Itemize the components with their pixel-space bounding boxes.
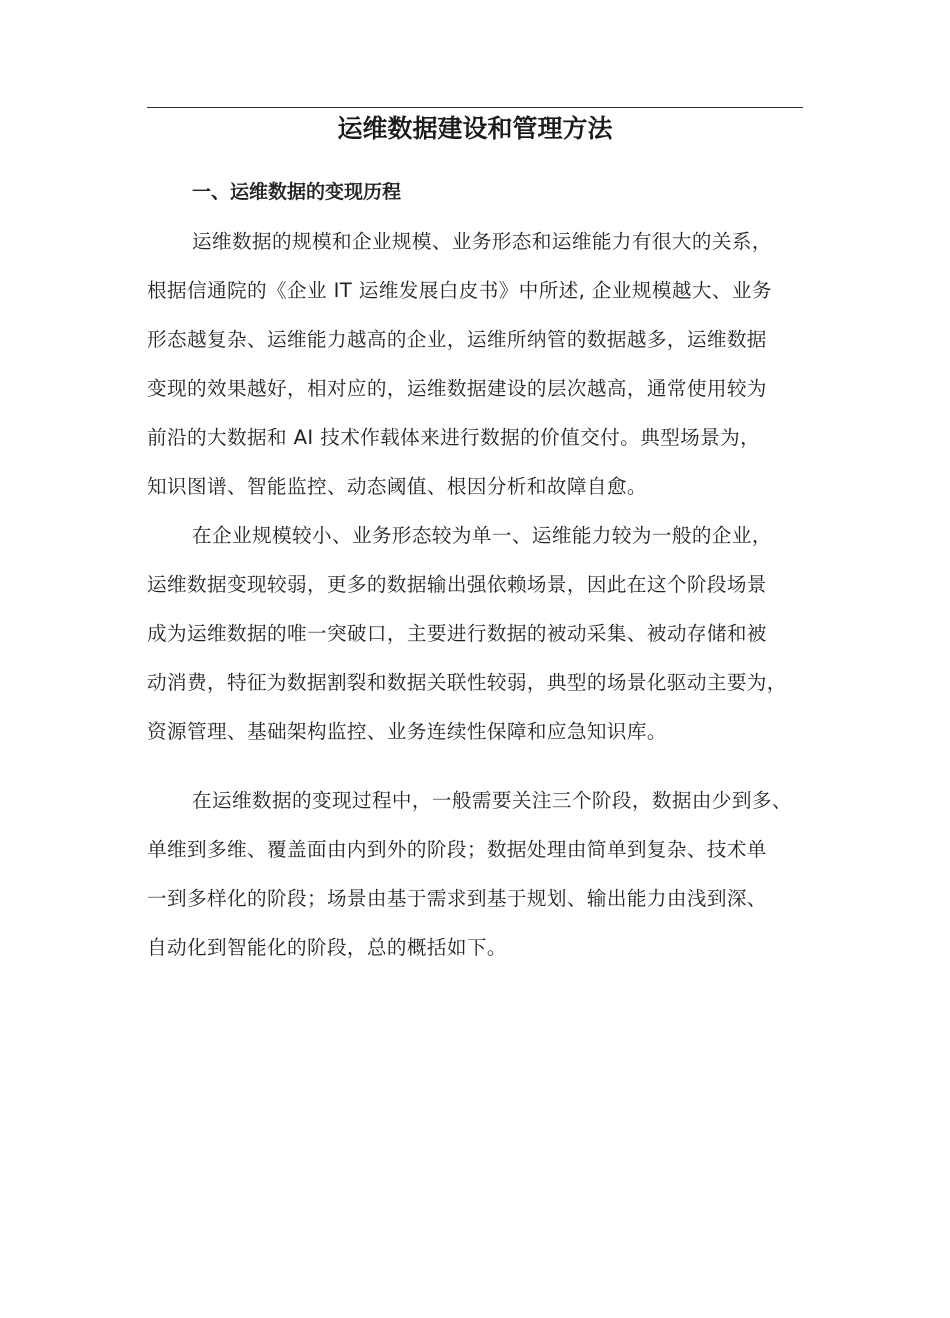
paragraph-2-line-5: 资源管理、基础架构监控、业务连续性保障和应急知识库。 [147, 720, 667, 743]
paragraph-3-line-4: 自动化到智能化的阶段，总的概括如下。 [147, 936, 507, 959]
paragraph-3-line-1: 在运维数据的变现过程中，一般需要关注三个阶段，数据由少到多、 [192, 789, 792, 812]
document-title: 运维数据建设和管理方法 [337, 114, 613, 143]
paragraph-1-line-3: 形态越复杂、运维能力越高的企业，运维所纳管的数据越多，运维数据 [147, 328, 767, 351]
paragraph-1-line-5: 前沿的大数据和 AI 技术作载体来进行数据的价值交付。典型场景为， [147, 426, 761, 449]
paragraph-1-line-1: 运维数据的规模和企业规模、业务形态和运维能力有很大的关系， [192, 230, 772, 253]
header-rule [147, 107, 803, 108]
paragraph-3-line-3: 一到多样化的阶段；场景由基于需求到基于规划、输出能力由浅到深、 [147, 887, 767, 910]
paragraph-2-line-3: 成为运维数据的唯一突破口，主要进行数据的被动采集、被动存储和被 [147, 622, 767, 645]
paragraph-1-line-4: 变现的效果越好，相对应的，运维数据建设的层次越高，通常使用较为 [147, 377, 767, 400]
paragraph-2-line-4: 动消费，特征为数据割裂和数据关联性较弱，典型的场景化驱动主要为， [147, 671, 787, 694]
paragraph-1-line-6: 知识图谱、智能监控、动态阈值、根因分析和故障自愈。 [147, 475, 647, 498]
paragraph-1-line-2: 根据信通院的《企业 IT 运维发展白皮书》中所述, 企业规模越大、业务 [147, 279, 772, 302]
paragraph-2-line-2: 运维数据变现较弱，更多的数据输出强依赖场景，因此在这个阶段场景 [147, 573, 767, 596]
paragraph-3-line-2: 单维到多维、覆盖面由内到外的阶段；数据处理由简单到复杂、技术单 [147, 838, 767, 861]
paragraph-2-line-1: 在企业规模较小、业务形态较为单一、运维能力较为一般的企业， [192, 524, 772, 547]
section-heading: 一、运维数据的变现历程 [192, 181, 402, 203]
